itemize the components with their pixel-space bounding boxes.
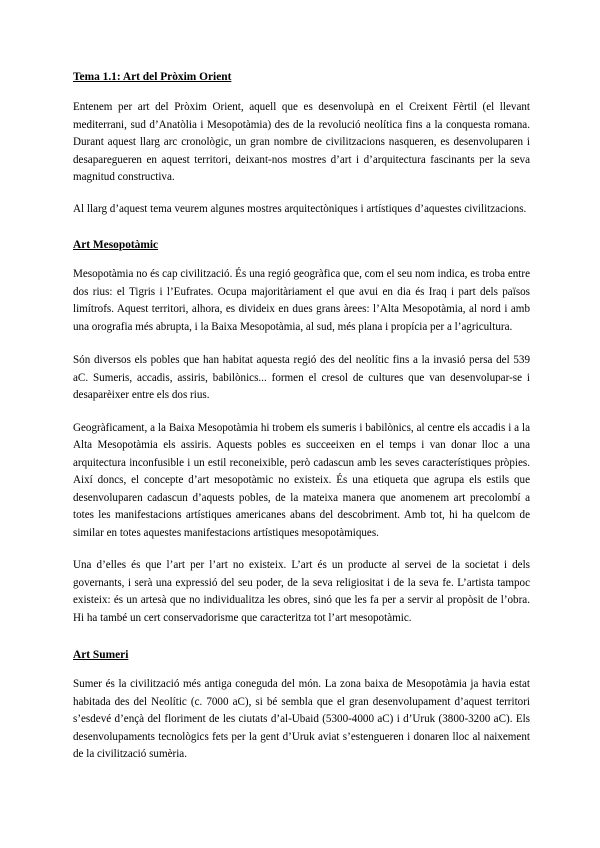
section-heading-art-sumeri: Art Sumeri <box>73 649 129 661</box>
paragraph-mesopotamia-geography: Mesopotàmia no és cap civilització. És una regió geogràfica que, com el seu nom indica, es troba entre dos rius: el Tigris i l’Eufrates. Ocupa majoritàriament el que avui en dia és Iraq i part dels països limítrofs. Aquest territori, alhora, es divideix en dues grans àrees: l’Alta Mesopotàmia, al nord i amb una orografia més abrupta, i la Baixa Mesopotàmia, al sud, més plana i propícia per a l’agricultura. <box>73 268 530 333</box>
paragraph-intro: Entenem per art del Pròxim Orient, aquell que es desenvolupà en el Creixent Fèrtil (el llevant mediterrani, sud d’Anatòlia i Mesopotàmia) des de la revolució neolítica fins a la conquesta romana. Durant aquest llarg arc cronològic, un gran nombre de civilitzacions nasqueren, es desenvoluparen i desaparegueren en aquest territori, deixant-nos mostres d’art i d’arquitectura fascinants per la seva magnitud constructiva. <box>73 101 530 183</box>
paragraph-mesopotamia-peoples: Són diversos els pobles que han habitat aquesta regió des del neolític fins a la invasió persa del 539 aC. Sumeris, accadis, assiris, babilònics... formen el cresol de cultures que van desenvolupar-se i desaparèixer entre els dos rius. <box>73 354 530 401</box>
paragraph-sumer: Sumer és la civilització més antiga coneguda del món. La zona baixa de Mesopotàmia ja havia estat habitada des del Neolític (c. 7000 aC), si bé sembla que el gran desenvolupament d’aquest territori s’esdevé d’ençà del floriment de les ciutats d’al-Ubaid (5300-4000 aC) i d’Uruk (3800-3200 aC). Els desenvolupaments tecnològics fets per la gent d’Uruk aviat s’estengueren i donaren lloc al naixement de la civilització sumèria. <box>73 678 530 760</box>
section-heading-art-proxim-orient: Tema 1.1: Art del Pròxim Orient <box>73 71 232 83</box>
paragraph-scope: Al llarg d’aquest tema veurem algunes mostres arquitectòniques i artístiques d’aquestes civilitzacions. <box>73 202 527 215</box>
section-heading-art-mesopotamic: Art Mesopotàmic <box>73 239 159 251</box>
paragraph-mesopotamia-styles: Geogràficament, a la Baixa Mesopotàmia hi trobem els sumeris i babilònics, al centre els accadis i a la Alta Mesopotàmia els assiris. Aquests pobles es succeeixen en el temps i van donar lloc a una arquitectura inconfusible i un estil reconeixible, però cadascun amb les seves característiques pròpies. Així doncs, el concepte d’art mesopotàmic no existeix. És una etiqueta que agrupa els estils que desenvoluparen cadascun d’aquests pobles, de la mateixa manera que anomenem art precolombí a totes les manifestacions artístiques americanes abans del descobriment. Amb tot, hi ha quelcom de similar en totes aquestes manifestacions artístiques mesopotàmiques. <box>73 421 530 539</box>
paragraph-mesopotamia-art-purpose: Una d’elles és que l’art per l’art no existeix. L’art és un producte al servei de la societat i dels governants, i serà una expressió del seu poder, de la seva religiositat i de la seva fe. L’artista tampoc existeix: és un artesà que no individualitza les obres, sinó que les fa per a servir al propòsit de l’obra. Hi ha també un cert conservadorisme que caracteritza tot l’art mesopotàmic. <box>73 559 530 624</box>
document-page <box>73 69 530 764</box>
